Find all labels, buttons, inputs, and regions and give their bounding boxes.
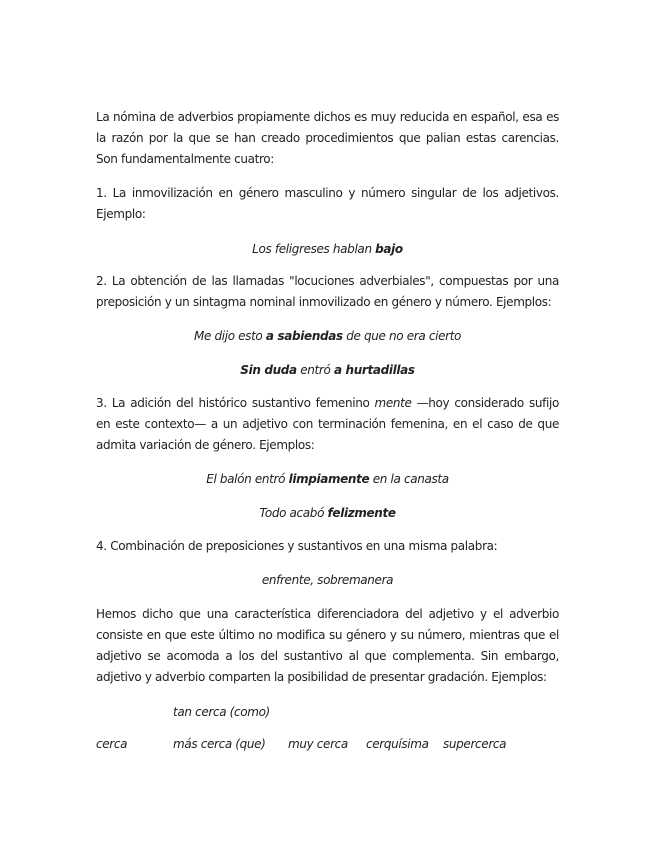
example-2: Me dijo esto a sabiendas de que no era cierto bbox=[193, 329, 462, 343]
item-4-paragraph: 4. Combinación de preposiciones y sustantivos en una misma palabra: bbox=[96, 539, 498, 553]
gradation-superlative: cerquísima bbox=[366, 737, 429, 751]
example-1: Los feligreses hablan bajo bbox=[252, 242, 403, 256]
gradation-comparative: más cerca (que) bbox=[173, 737, 266, 751]
item-3-paragraph: 3. La adición del histórico sustantivo femenino mente —hoy considerado sufijo en este contexto— a un adjetivo con terminación femenina, en el caso de que admita variación de género. Ejemplos: bbox=[96, 396, 559, 452]
example-4: El balón entró limpiamente en la canasta bbox=[206, 472, 449, 486]
example-3: Sin duda entró a hurtadillas bbox=[240, 363, 415, 377]
gradation-top: tan cerca (como) bbox=[173, 705, 270, 719]
item-2-paragraph: 2. La obtención de las llamadas "locuciones adverbiales", compuestas por una preposición y un sintagma nominal inmovilizado en género y número. Ejemplos: bbox=[96, 274, 559, 309]
example-5: Todo acabó felizmente bbox=[259, 506, 396, 520]
closing-paragraph: Hemos dicho que una característica diferenciadora del adjetivo y el adverbio consiste en que este último no modifica su género y su número, mientras que el adjetivo se acomoda a los del sustantivo al que complementa. Sin embargo, adjetivo y adverbio comparten la posibilidad de presentar gradación. Ejemplos: bbox=[96, 607, 559, 684]
gradation-super: supercerca bbox=[443, 737, 507, 751]
item-1-paragraph: 1. La inmovilización en género masculino y número singular de los adjetivos. Ejemplo: bbox=[96, 186, 559, 221]
example-6: enfrente, sobremanera bbox=[261, 573, 394, 587]
gradation-muy: muy cerca bbox=[288, 737, 348, 751]
gradation-base: cerca bbox=[96, 737, 128, 751]
intro-paragraph: La nómina de adverbios propiamente dichos es muy reducida en español, esa es la razón por la que se han creado procedimientos que palian estas carencias. Son fundamentalmente cuatro: bbox=[96, 110, 559, 166]
